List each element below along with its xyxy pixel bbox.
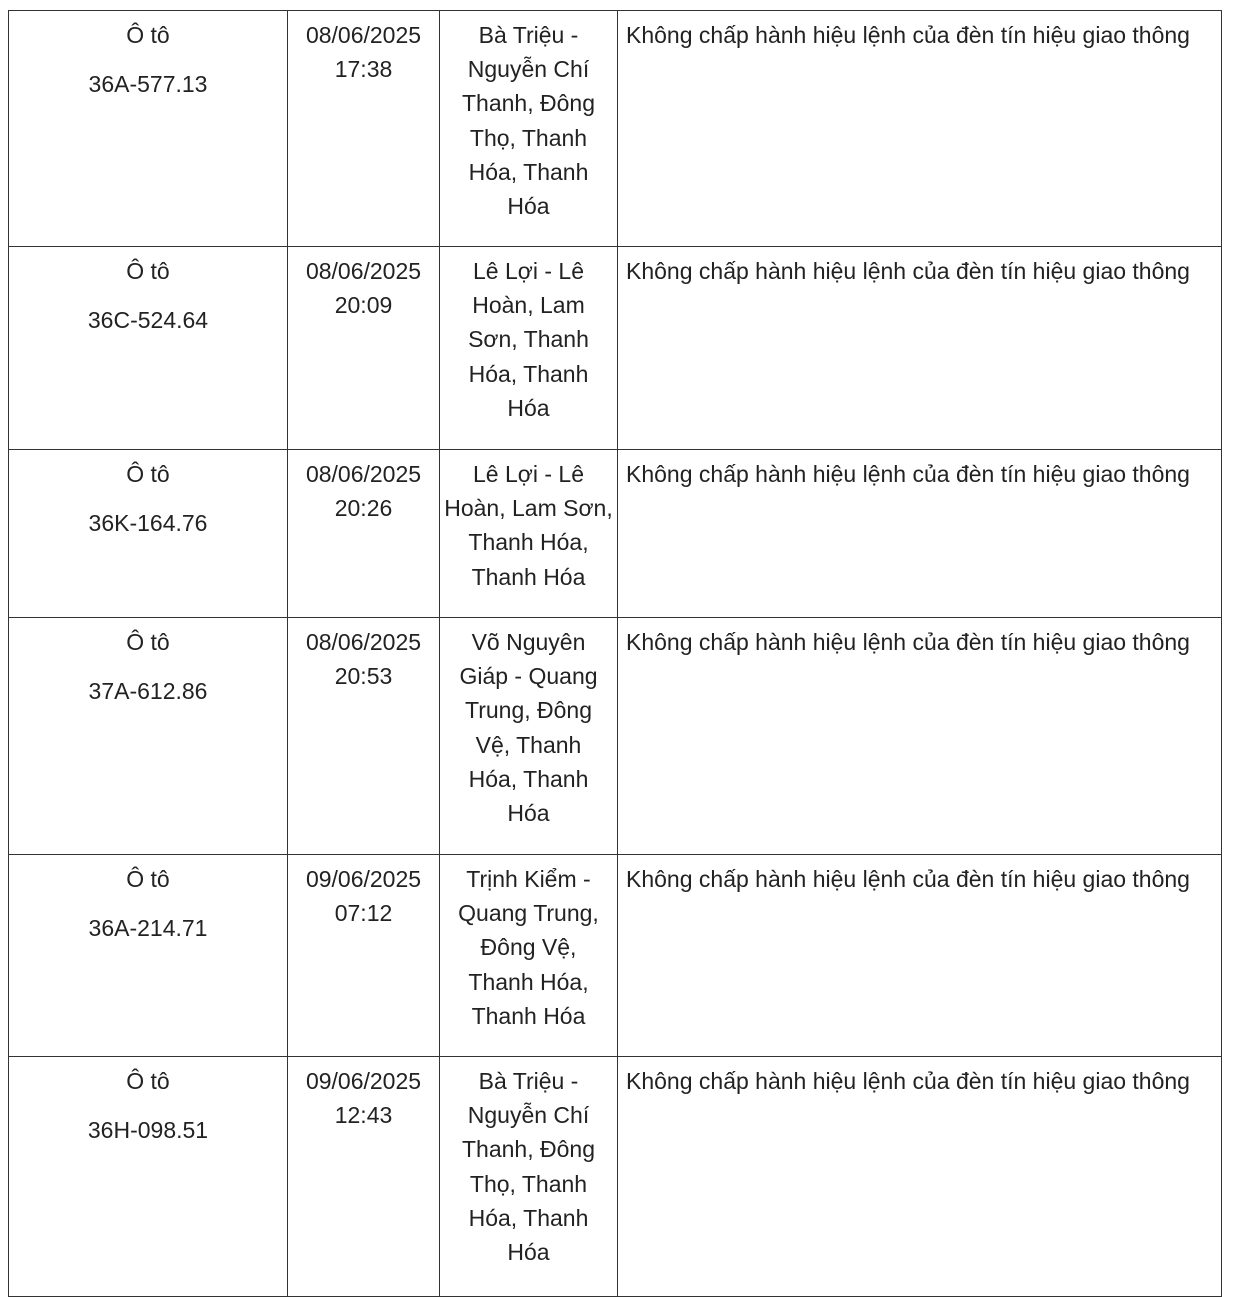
location-line: Hoàn, Lam Sơn, [444, 495, 613, 522]
time-cell [288, 247, 440, 450]
time-cell [288, 11, 440, 247]
location-line: Hóa [507, 394, 550, 421]
violation-description: Không chấp hành hiệu lệnh của đèn tín hiệu giao thông [618, 450, 1222, 618]
license-plate: 36C-524.64 [87, 307, 209, 334]
vehicle-cell [9, 11, 288, 247]
vehicle-cell [9, 1057, 288, 1297]
location-cell [440, 247, 618, 450]
vehicle-cell [9, 247, 288, 450]
table-row [9, 855, 1222, 1057]
location-line: Hóa [507, 800, 550, 827]
vehicle-type: Ô tô [126, 22, 170, 48]
violation-time: 17:38 [334, 56, 393, 83]
vehicle-cell [9, 618, 288, 855]
violation-date: 09/06/2025 [305, 866, 422, 892]
location-cell [440, 855, 618, 1057]
location-line: Hóa [507, 193, 550, 220]
violation-date: 08/06/2025 [305, 629, 422, 655]
violation-time: 20:26 [334, 495, 393, 522]
license-plate: 36H-098.51 [87, 1117, 209, 1144]
violation-date: 09/06/2025 [305, 1068, 422, 1094]
location-line: Lê Lợi - Lê [473, 258, 584, 284]
location-cell [440, 450, 618, 618]
violation-time: 12:43 [334, 1102, 393, 1129]
location-line: Bà Triệu - [478, 1068, 579, 1094]
table-row [9, 450, 1222, 618]
violation-description: Không chấp hành hiệu lệnh của đèn tín hiệu giao thông [618, 247, 1222, 450]
table-row [9, 1057, 1222, 1297]
violation-time: 07:12 [334, 900, 393, 927]
location-line: Bà Triệu - [478, 22, 579, 48]
location-line: Thanh, Đông [462, 90, 595, 117]
vehicle-type: Ô tô [126, 1068, 170, 1094]
vehicle-cell [9, 855, 288, 1057]
time-cell [288, 1057, 440, 1297]
location-line: Vệ, Thanh [475, 731, 582, 758]
vehicle-cell [9, 450, 288, 618]
violation-description: Không chấp hành hiệu lệnh của đèn tín hiệu giao thông [618, 855, 1222, 1057]
location-line: Quang Trung, [458, 900, 599, 927]
location-line: Thanh, Đông [462, 1136, 595, 1163]
location-line: Trung, Đông [465, 697, 592, 724]
location-line: Hóa, Thanh [468, 765, 589, 792]
violation-description: Không chấp hành hiệu lệnh của đèn tín hiệu giao thông [618, 11, 1222, 247]
vehicle-type: Ô tô [126, 629, 170, 655]
violation-date: 08/06/2025 [305, 461, 422, 487]
location-line: Sơn, Thanh [468, 326, 589, 353]
location-line: Thanh Hóa [471, 1002, 586, 1029]
violation-date: 08/06/2025 [305, 22, 422, 48]
violation-date: 08/06/2025 [305, 258, 422, 284]
location-line: Hóa, Thanh [468, 1204, 589, 1231]
location-line: Thọ, Thanh [469, 1170, 588, 1197]
vehicle-type: Ô tô [126, 461, 170, 487]
location-line: Võ Nguyên [471, 629, 586, 655]
location-line: Thanh Hóa [471, 563, 586, 590]
violation-description: Không chấp hành hiệu lệnh của đèn tín hiệu giao thông [618, 618, 1222, 855]
location-line: Lê Lợi - Lê [473, 461, 584, 487]
table-row [9, 247, 1222, 450]
time-cell [288, 855, 440, 1057]
location-line: Hoàn, Lam [472, 292, 585, 319]
violations-table [8, 10, 1222, 1297]
license-plate: 36A-577.13 [88, 71, 208, 98]
location-line: Hóa, Thanh [468, 158, 589, 185]
vehicle-type: Ô tô [126, 866, 170, 892]
location-line: Nguyễn Chí [467, 1102, 590, 1129]
violation-time: 20:09 [334, 292, 393, 319]
time-cell [288, 450, 440, 618]
location-cell [440, 618, 618, 855]
location-line: Nguyễn Chí [467, 56, 590, 83]
license-plate: 37A-612.86 [88, 678, 208, 705]
violations-table-body [9, 11, 1222, 1297]
location-cell [440, 11, 618, 247]
table-row [9, 618, 1222, 855]
license-plate: 36K-164.76 [88, 510, 208, 537]
location-line: Hóa, Thanh [468, 360, 589, 387]
time-cell [288, 618, 440, 855]
location-line: Đông Vệ, [480, 934, 577, 961]
license-plate: 36A-214.71 [88, 915, 208, 942]
location-line: Giáp - Quang [459, 663, 598, 690]
location-line: Trịnh Kiểm - [466, 866, 591, 892]
violation-time: 20:53 [334, 663, 393, 690]
location-line: Thọ, Thanh [469, 124, 588, 151]
vehicle-type: Ô tô [126, 258, 170, 284]
location-line: Hóa [507, 1239, 550, 1266]
location-line: Thanh Hóa, [468, 968, 589, 995]
violation-description: Không chấp hành hiệu lệnh của đèn tín hiệu giao thông [618, 1057, 1222, 1297]
table-row [9, 11, 1222, 247]
location-line: Thanh Hóa, [468, 529, 589, 556]
location-cell [440, 1057, 618, 1297]
